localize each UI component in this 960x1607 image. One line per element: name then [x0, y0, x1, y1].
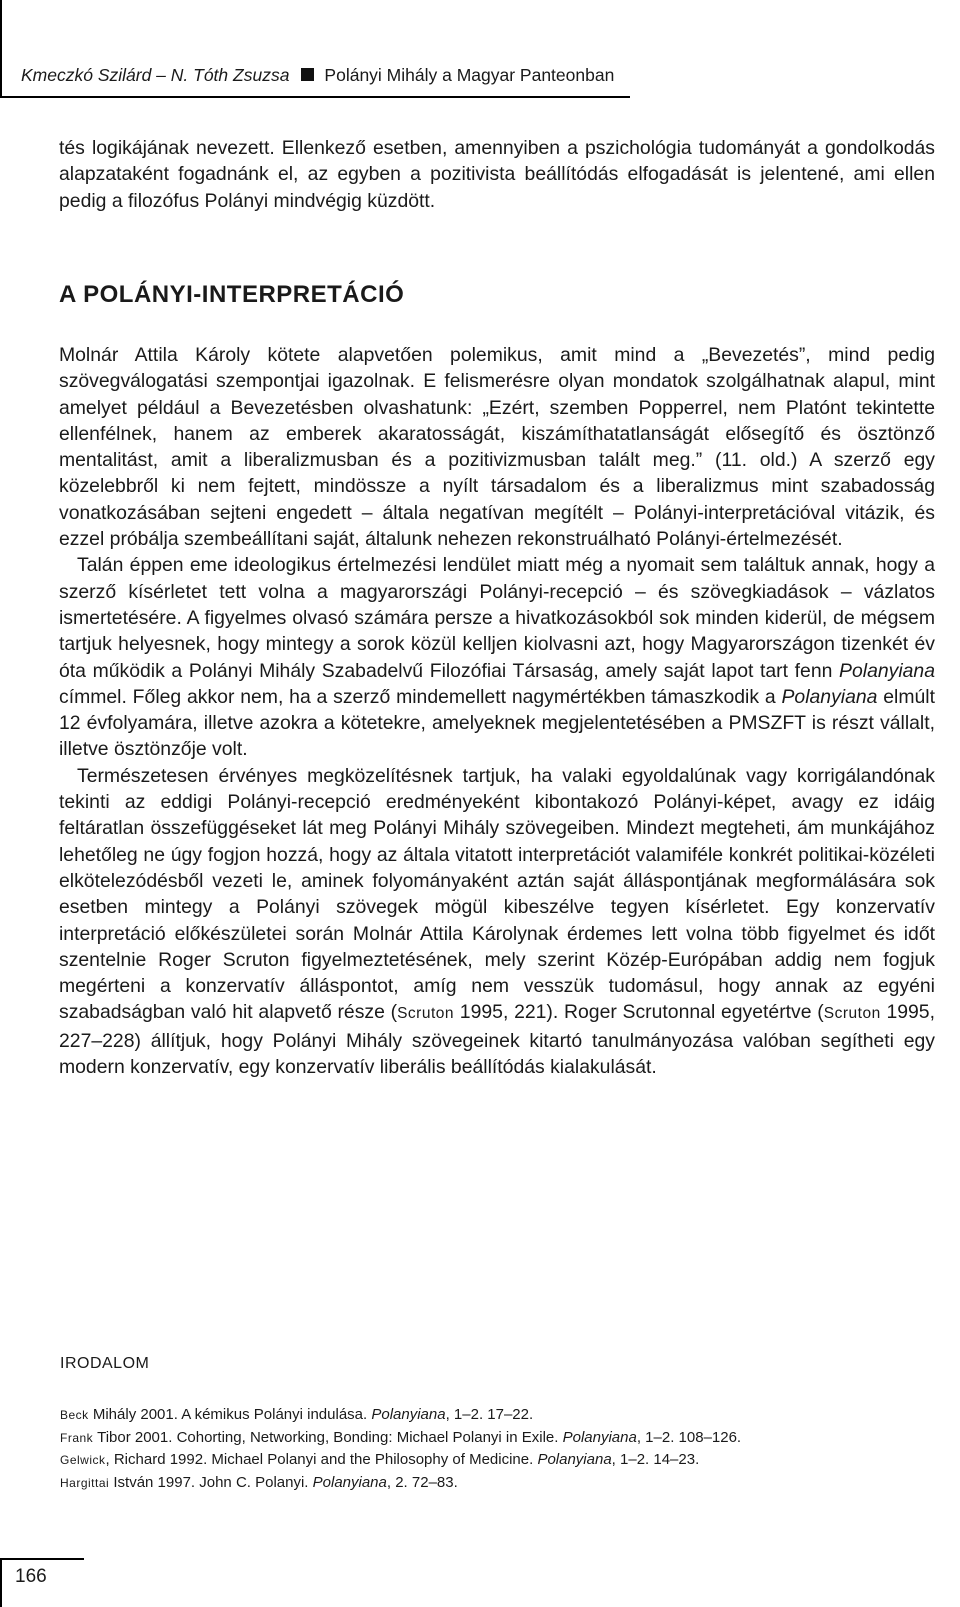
intro-paragraph: tés logikájának nevezett. Ellenkező esetben, amennyiben a pszichológia tudományát a gondolkodás alapzataként fogadnánk el, az egyben a pozitivista beállítódás elfogadását is jelentené, ami ellen pedig a filozófus Polányi mindvégig küzdött.	[59, 137, 935, 212]
header-authors: Kmeczkó Szilárd – N. Tóth Zsuzsa	[21, 65, 290, 85]
reference-pages: , 1–2. 108–126.	[636, 1428, 742, 1446]
reference-item	[60, 1427, 940, 1450]
main-text-block	[59, 342, 935, 1080]
reference-journal: Polanyiana	[562, 1428, 637, 1446]
references-list	[60, 1404, 940, 1494]
reference-journal: Polanyiana	[537, 1451, 612, 1468]
running-header-text	[21, 65, 614, 86]
reference-text: István 1997. John C. Polanyi.	[109, 1473, 313, 1491]
reference-item	[60, 1404, 940, 1427]
intro-text-block	[59, 135, 935, 214]
section-heading: A POLÁNYI-INTERPRETÁCIÓ	[59, 281, 405, 308]
paragraph-3-text: 1995, 227–228) állítjuk, hogy Polányi Mihály szövegeinek kitartó tanulmányozása valóban segítheti egy modern konzervatív, egy konzervatív liberális beállítódás kialakulását.	[59, 1001, 935, 1079]
reference-author: Hargittai	[60, 1475, 110, 1490]
journal-name-italic: Polanyiana	[781, 685, 878, 708]
paragraph-1: Molnár Attila Károly kötete alapvetően polemikus, amit mind a „Bevezetés”, mind pedig szövegválogatási szempontjai igazolnak. E felismerésre olyan mondatok szolgálhatnak alapul, mint amelyet például a Bevezetésben olvashatunk: „Ezért, szemben Popperrel, nem Platónt tekintette ellenfélnek, hanem az emberek akaratosságát, kiszámíthatatlanságát elősegítő és ösztönző mentalitást, amit a liberalizmusban és a pozitivizmusban talált meg.” (11. old.) A szerző egy közelebbről ki nem fejtett, mindössze a nyílt társadalom és a liberalizmus mint szabadosság vonatkozásában sejteni engedett – általa negatívan megítélt – Polányi-interpretációval vitázik, és ezzel próbálja szembeállítani saját, általunk nehezen rekonstruálható Polányi-értelmezését.	[59, 344, 935, 551]
citation-author: Scruton	[397, 1005, 455, 1023]
paragraph-2-text: elmúlt 12 évfolyamára, illetve azokra a kötetekre, amelyeknek megjelentetésében a PMSZFT is részt vállalt, illetve ösztönzője volt.	[59, 685, 935, 761]
reference-text: , Richard 1992. Michael Polanyi and the Philosophy of Medicine.	[105, 1451, 538, 1468]
page-number-box	[0, 1558, 84, 1607]
page-number: 166	[15, 1566, 47, 1587]
reference-pages: , 1–2. 17–22.	[445, 1406, 534, 1423]
square-bullet-icon	[301, 68, 314, 81]
paragraph-2-text: címmel. Főleg akkor nem, ha a szerző mindemellett nagymértékben támaszkodik a	[59, 685, 782, 708]
references-title: IRODALOM	[60, 1355, 150, 1372]
reference-text: Mihály 2001. A kémikus Polányi indulása.	[88, 1406, 372, 1423]
reference-pages: , 1–2. 14–23.	[611, 1451, 700, 1468]
citation-author: Scruton	[823, 1005, 881, 1023]
paragraph-2-text: Talán éppen eme ideologikus értelmezési lendület miatt még a nyomait sem találtuk annak, hogy a szerző kísérletet tett volna a magyarországi Polányi-recepció – és szövegkiadások – vázlatos ismertetésére. A figyelmes olvasó számára persze a hivatkozásokból sok minden kiderül, de mégsem tartjuk helyesnek, hogy mintegy a sorok közül kelljen kiolvasni azt, hogy Magyarországon tizenkét év óta működik a Polányi Mihály Szabadelvű Filozófiai Társaság, amely saját lapot tart fenn	[59, 554, 935, 682]
reference-author: Beck	[60, 1408, 89, 1422]
paragraph-3	[59, 763, 935, 1081]
reference-journal: Polanyiana	[371, 1406, 446, 1423]
reference-author: Frank	[60, 1430, 94, 1445]
reference-item	[60, 1472, 940, 1495]
reference-author: Gelwick	[60, 1453, 106, 1467]
journal-name-italic: Polanyiana	[839, 659, 935, 682]
reference-pages: , 2. 72–83.	[386, 1473, 458, 1491]
header-title: Polányi Mihály a Magyar Panteonban	[324, 65, 615, 85]
reference-text: Tibor 2001. Cohorting, Networking, Bonding: Michael Polanyi in Exile.	[93, 1428, 563, 1446]
reference-journal: Polanyiana	[312, 1473, 387, 1491]
running-header	[0, 0, 630, 98]
paragraph-3-text: 1995, 221). Roger Scrutonnal egyetértve (	[454, 1001, 824, 1024]
paragraph-2	[59, 552, 935, 762]
reference-item	[60, 1449, 940, 1472]
paragraph-3-text: Természetesen érvényes megközelítésnek tartjuk, ha valaki egyoldalúnak vagy korrigálandónak tekinti az eddigi Polányi-recepció eredményeként kibontakozó Polányi-képet, avagy ez idáig feltáratlan összefüggéseket lát meg Polányi Mihály szövegeiben. Mindezt megteheti, ám munkájához lehetőleg ne úgy fogjon hozzá, hogy az általa vitatott interpretációt valamiféle konkrét politikai-közéleti elkötelezódésből vezeti le, aminek folyományaként aztán saját álláspontjának megformálására sok esetben mintegy a Polányi szövegek mögül kibeszélve tegyen kísérletet. Egy konzervatív interpretáció előkészületei során Molnár Attila Károlynak érdemes lett volna több figyelmet és időt szentelnie Roger Scruton figyelmeztetésének, mely szerint Közép-Európában addig nem fogjuk megérteni a konzervatív álláspontot, amíg nem vesszük tudomásul, hogy annak az egyéni szabadságban való hit alapvető része (	[59, 764, 935, 1024]
